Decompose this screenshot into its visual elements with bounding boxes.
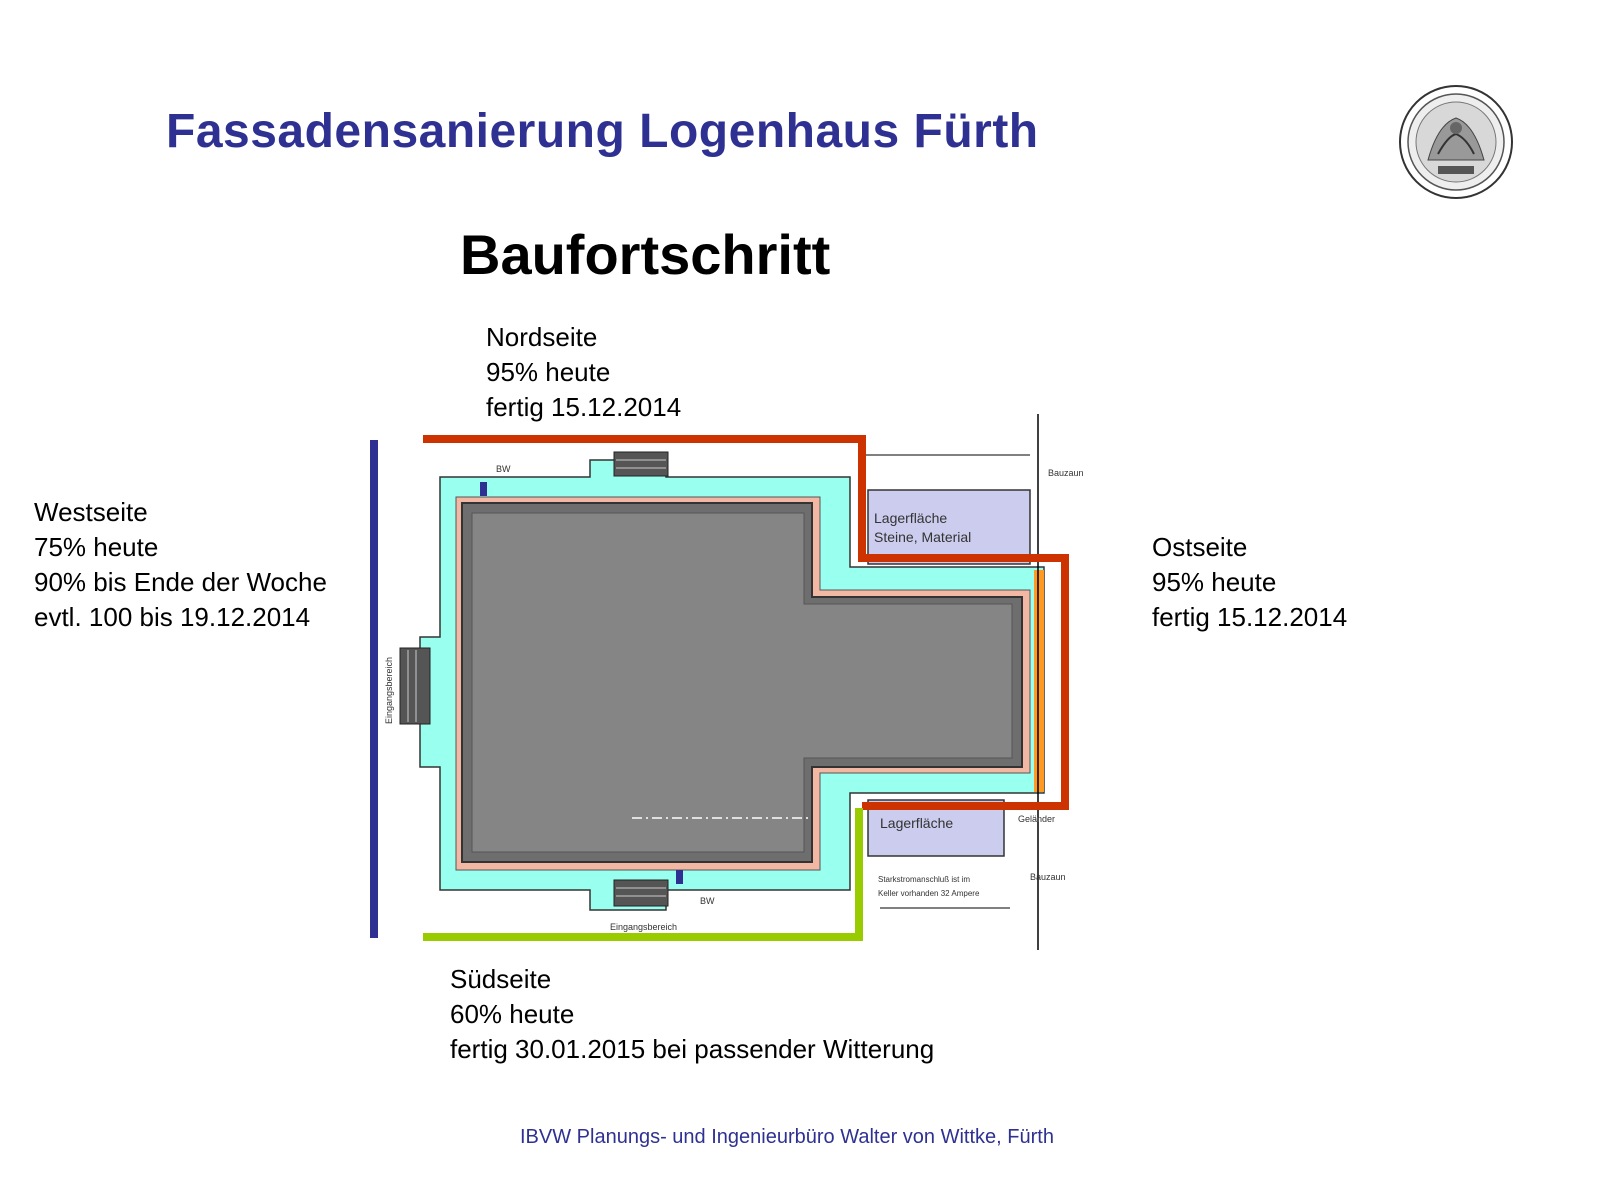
bw-marker-north bbox=[480, 482, 487, 496]
ostseite-status: 95% heute bbox=[1152, 567, 1277, 597]
westseite-status: 75% heute bbox=[34, 532, 159, 562]
westseite-name: Westseite bbox=[34, 497, 148, 527]
suedseite-finish: fertig 30.01.2015 bei passender Witterung bbox=[450, 1034, 935, 1064]
west-stairs bbox=[400, 648, 430, 724]
bw-label-south: BW bbox=[700, 896, 715, 906]
subtitle: Baufortschritt bbox=[460, 223, 831, 286]
suedseite-name: Südseite bbox=[450, 964, 552, 994]
storage-2-label: Lagerfläche bbox=[880, 815, 954, 831]
south-stairs bbox=[614, 880, 668, 906]
power-label-1: Starkstromanschluß ist im bbox=[878, 875, 971, 884]
gelaender-label: Geländer bbox=[1018, 814, 1056, 824]
nordseite-finish: fertig 15.12.2014 bbox=[486, 392, 682, 422]
power-label-2: Keller vorhanden 32 Ampere bbox=[878, 889, 980, 898]
ostseite-finish: fertig 15.12.2014 bbox=[1152, 602, 1348, 632]
east-scaffold-accent bbox=[1034, 570, 1044, 792]
suedseite-status: 60% heute bbox=[450, 999, 575, 1029]
nordseite-name: Nordseite bbox=[486, 322, 598, 352]
north-stairs bbox=[614, 452, 668, 476]
page-title: Fassadensanierung Logenhaus Fürth bbox=[166, 105, 1039, 158]
westseite-week: 90% bis Ende der Woche bbox=[34, 567, 327, 597]
storage-1-label-2: Steine, Material bbox=[874, 529, 972, 545]
bauzaun-label-1: Bauzaun bbox=[1048, 468, 1084, 478]
entrance-west-label: Eingangsbereich bbox=[384, 656, 394, 724]
storage-1-label: Lagerfläche bbox=[874, 510, 948, 526]
bw-marker-south bbox=[676, 870, 683, 884]
bw-label-north: BW bbox=[496, 464, 511, 474]
storage-area-north bbox=[868, 490, 1030, 564]
footer-credit: IBVW Planungs- und Ingenieurbüro Walter von Wittke, Fürth bbox=[520, 1126, 1054, 1148]
nordseite-status: 95% heute bbox=[486, 357, 611, 387]
bauzaun-label-2: Bauzaun bbox=[1030, 872, 1066, 882]
ostseite-name: Ostseite bbox=[1152, 532, 1248, 562]
entrance-south-label: Eingangsbereich bbox=[610, 922, 678, 932]
westseite-finish: evtl. 100 bis 19.12.2014 bbox=[34, 602, 311, 632]
